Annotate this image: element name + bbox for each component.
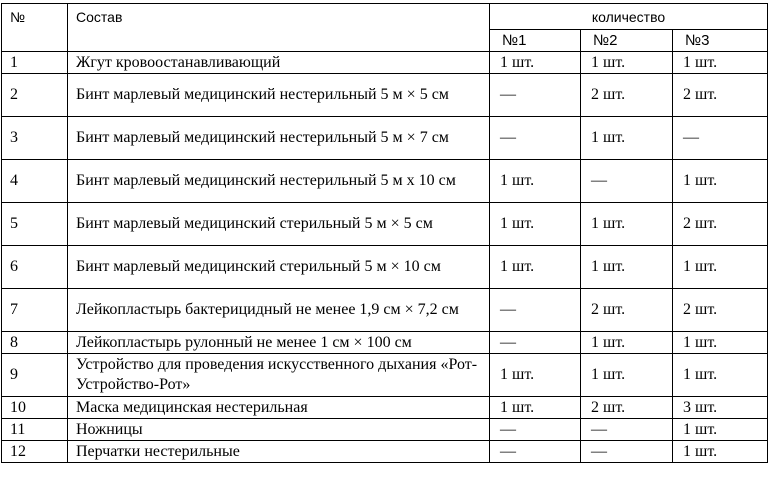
- row-name-text: Бинт марлевый медицинский стерильный 5 м × 10 см: [76, 258, 441, 275]
- row-qty-kit-1: —: [490, 74, 581, 117]
- row-qty-kit-3: 1 шт.: [673, 419, 768, 441]
- row-qty-kit-3: 2 шт.: [673, 203, 768, 246]
- row-number: 9: [2, 354, 68, 397]
- row-number: 12: [2, 441, 68, 463]
- row-qty-kit-1: 1 шт.: [490, 354, 581, 397]
- row-name-text: Лейкопластырь бактерицидный не менее 1,9 см × 7,2 см: [76, 301, 459, 318]
- row-name: [68, 160, 490, 203]
- row-qty-kit-2: 1 шт.: [581, 332, 673, 354]
- header-kit-3: №3: [673, 30, 768, 52]
- table-row: [2, 289, 768, 332]
- row-number: 11: [2, 419, 68, 441]
- row-number: 3: [2, 117, 68, 160]
- row-qty-kit-2: 1 шт.: [581, 52, 673, 74]
- row-number: 10: [2, 397, 68, 419]
- row-number: 8: [2, 332, 68, 354]
- row-name: [68, 354, 490, 397]
- header-kit-1: №1: [490, 30, 581, 52]
- row-name-text: Устройство для проведения искусственного дыхания «Рот-Устройство-Рот»: [76, 356, 478, 393]
- row-name: [68, 246, 490, 289]
- row-qty-kit-1: 1 шт.: [490, 397, 581, 419]
- row-qty-kit-1: —: [490, 419, 581, 441]
- row-qty-kit-2: 1 шт.: [581, 246, 673, 289]
- row-qty-kit-3: 1 шт.: [673, 354, 768, 397]
- row-qty-kit-3: 3 шт.: [673, 397, 768, 419]
- row-qty-kit-2: 2 шт.: [581, 74, 673, 117]
- table-row: [2, 354, 768, 397]
- row-qty-kit-2: —: [581, 419, 673, 441]
- row-qty-kit-1: 1 шт.: [490, 203, 581, 246]
- table-row: [2, 441, 768, 463]
- row-number: 4: [2, 160, 68, 203]
- table-row: [2, 419, 768, 441]
- row-qty-kit-2: —: [581, 441, 673, 463]
- table-row: [2, 332, 768, 354]
- table-row: [2, 397, 768, 419]
- table-row: [2, 203, 768, 246]
- table-row: [2, 160, 768, 203]
- row-name-text: Жгут кровоостанавливающий: [76, 53, 281, 71]
- row-qty-kit-3: 1 шт.: [673, 160, 768, 203]
- first-aid-kit-table: [1, 3, 768, 463]
- row-qty-kit-3: 1 шт.: [673, 441, 768, 463]
- header-number: №: [2, 4, 68, 52]
- row-qty-kit-2: 1 шт.: [581, 354, 673, 397]
- row-qty-kit-1: 1 шт.: [490, 246, 581, 289]
- row-qty-kit-1: —: [490, 289, 581, 332]
- row-number: 5: [2, 203, 68, 246]
- row-name-text: Бинт марлевый медицинский стерильный 5 м × 5 см: [76, 215, 433, 232]
- row-qty-kit-2: —: [581, 160, 673, 203]
- row-qty-kit-1: 1 шт.: [490, 52, 581, 74]
- row-name: [68, 332, 490, 354]
- row-number: 6: [2, 246, 68, 289]
- row-name: [68, 441, 490, 463]
- row-qty-kit-3: —: [673, 117, 768, 160]
- row-qty-kit-2: 1 шт.: [581, 117, 673, 160]
- row-number: 1: [2, 52, 68, 74]
- row-qty-kit-3: 1 шт.: [673, 332, 768, 354]
- row-qty-kit-2: 2 шт.: [581, 397, 673, 419]
- header-kit-2: №2: [581, 30, 673, 52]
- table-row: [2, 52, 768, 74]
- header-row: [2, 4, 768, 30]
- row-qty-kit-2: 2 шт.: [581, 289, 673, 332]
- row-name: [68, 117, 490, 160]
- header-quantity: количество: [490, 4, 768, 30]
- row-number: 7: [2, 289, 68, 332]
- row-qty-kit-1: —: [490, 332, 581, 354]
- row-name-text: Маска медицинская нестерильная: [76, 398, 308, 416]
- row-qty-kit-3: 2 шт.: [673, 289, 768, 332]
- table-row: [2, 246, 768, 289]
- header-composition: Состав: [68, 4, 490, 52]
- row-name: [68, 74, 490, 117]
- row-qty-kit-3: 1 шт.: [673, 52, 768, 74]
- row-name-text: Бинт марлевый медицинский нестерильный 5 м × 5 см: [76, 86, 449, 103]
- row-qty-kit-3: 1 шт.: [673, 246, 768, 289]
- row-name-text: Бинт марлевый медицинский нестерильный 5 м × 7 см: [76, 129, 449, 146]
- row-name-text: Бинт марлевый медицинский нестерильный 5 м х 10 см: [76, 172, 456, 189]
- row-name: [68, 203, 490, 246]
- row-name-text: Лейкопластырь рулонный не менее 1 см × 100 см: [76, 333, 412, 351]
- row-qty-kit-3: 2 шт.: [673, 74, 768, 117]
- row-name: [68, 397, 490, 419]
- row-qty-kit-1: —: [490, 441, 581, 463]
- row-qty-kit-1: —: [490, 117, 581, 160]
- table-row: [2, 117, 768, 160]
- row-name: [68, 289, 490, 332]
- row-qty-kit-1: 1 шт.: [490, 160, 581, 203]
- row-name: [68, 419, 490, 441]
- row-name-text: Ножницы: [76, 420, 143, 438]
- row-qty-kit-2: 1 шт.: [581, 203, 673, 246]
- row-name: [68, 52, 490, 74]
- table-row: [2, 74, 768, 117]
- row-number: 2: [2, 74, 68, 117]
- row-name-text: Перчатки нестерильные: [76, 442, 240, 460]
